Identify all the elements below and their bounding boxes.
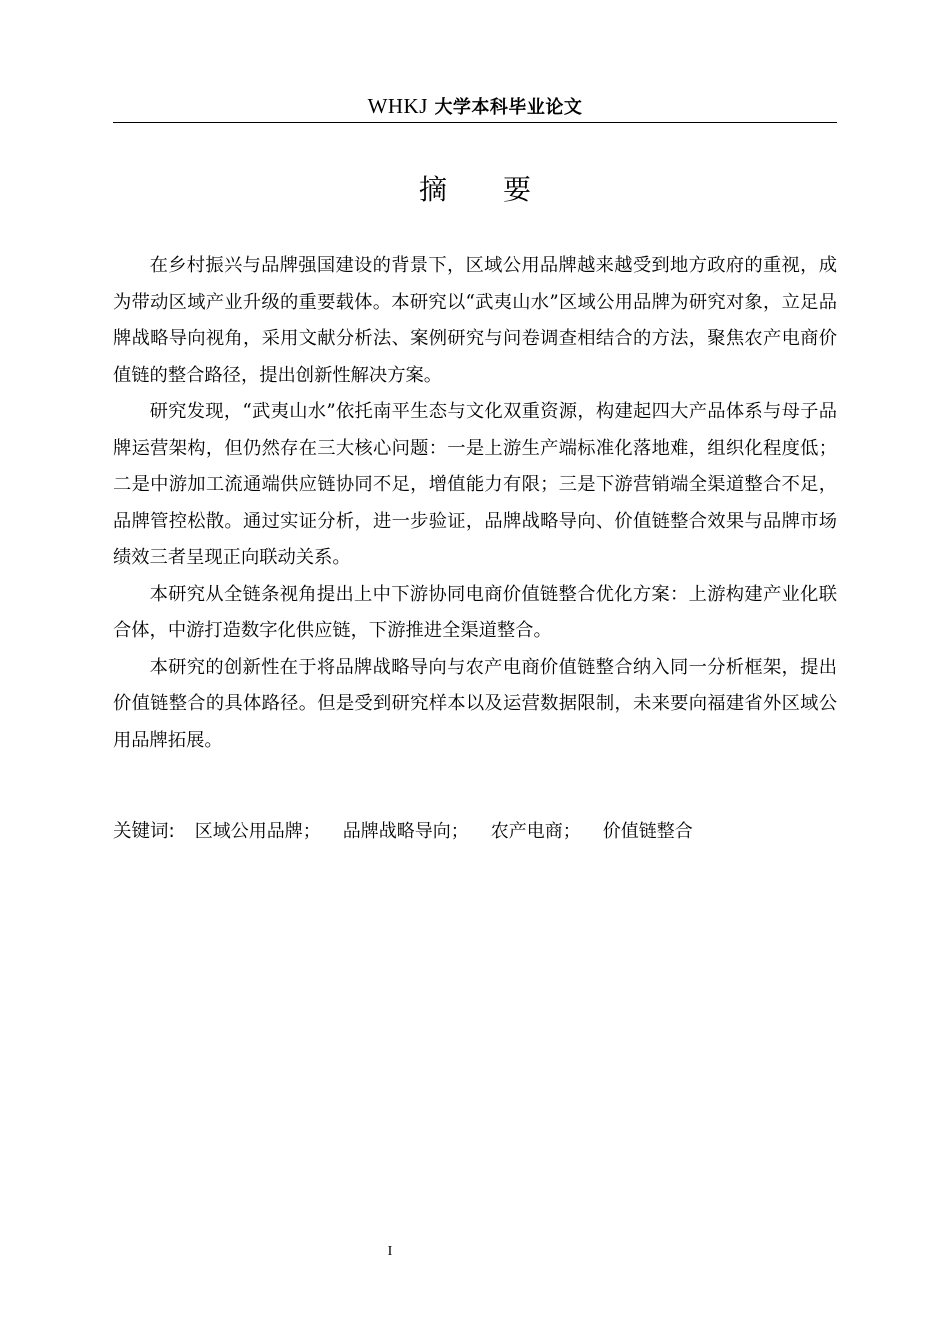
abstract-body [113,248,837,759]
header-text: 大学本科毕业论文 [434,97,583,118]
keywords-label: 关键词: [113,821,175,842]
keyword-item: 价值链整合 [602,821,693,842]
abstract-title: 摘要 [418,173,587,206]
abstract-paragraph: 本研究的创新性在于将品牌战略导向与农产电商价值链整合纳入同一分析框架，提出价值链整合的具体路径。但是受到研究样本以及运营数据限制，未来要向福建省外区域公用品牌拓展。 [113,656,837,751]
page-number: I [387,1244,393,1259]
header-rule [113,122,837,123]
abstract-paragraph: 本研究从全链条视角提出上中下游协同电商价值链整合优化方案：上游构建产业化联合体，中游打造数字化供应链，下游推进全渠道整合。 [113,583,837,641]
running-header [113,92,837,122]
abstract-paragraph: 在乡村振兴与品牌强国建设的背景下，区域公用品牌越来越受到地方政府的重视，成为带动区域产业升级的重要载体。本研究以“武夷山水”区域公用品牌为研究对象，立足品牌战略导向视角，采用文献分析法、案例研究与问卷调查相结合的方法，聚焦农产电商价值链的整合路径，提出创新性解决方案。 [113,255,837,386]
header-prefix: WHKJ [367,94,428,118]
abstract-paragraph: 研究发现，“武夷山水”依托南平生态与文化双重资源，构建起四大产品体系与母子品牌运营架构，但仍然存在三大核心问题：一是上游生产端标准化落地难，组织化程度低；二是中游加工流通端供应链协同不足，增值能力有限；三是下游营销端全渠道整合不足，品牌管控松散。通过实证分析，进一步验证，品牌战略导向、价值链整合效果与品牌市场绩效三者呈现正向联动关系。 [113,401,837,568]
keyword-item: 品牌战略导向； [342,821,469,842]
keyword-item: 区域公用品牌； [194,821,321,842]
keyword-item: 农产电商； [490,821,581,842]
keywords-line [113,814,837,850]
